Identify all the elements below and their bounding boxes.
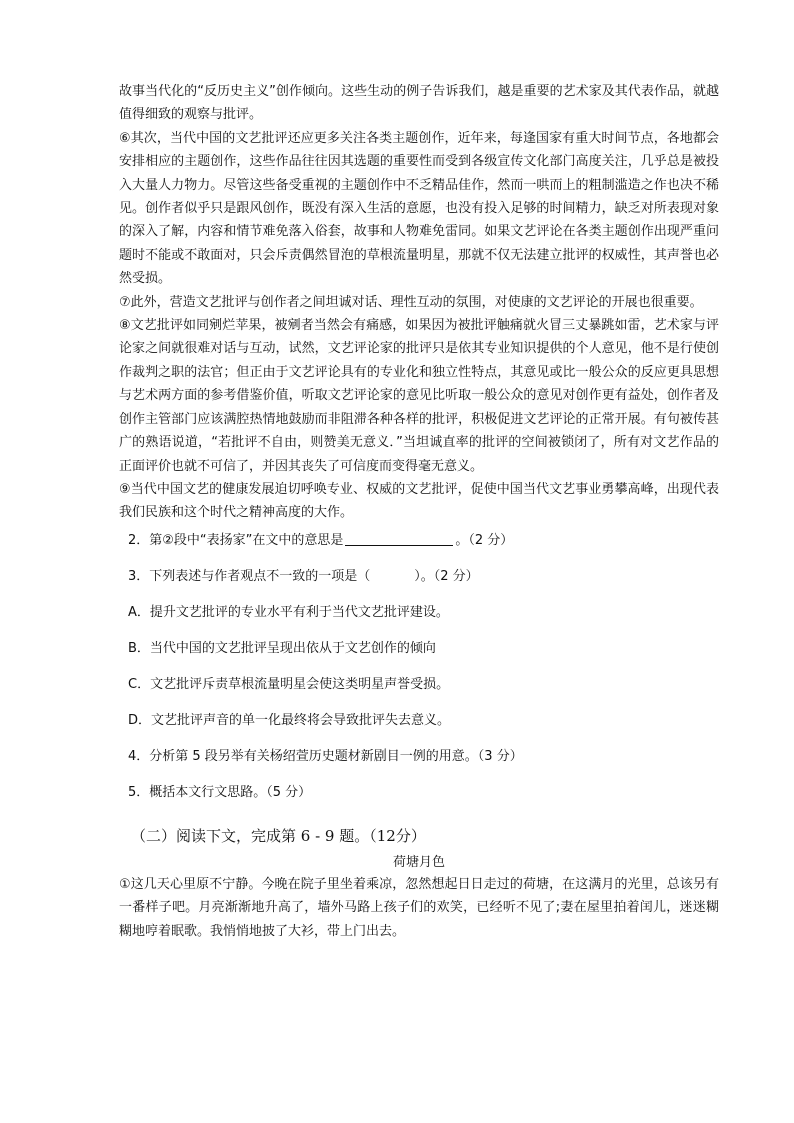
- question-2: [119, 531, 719, 551]
- option-b: B．当代中国的文艺批评呈现出依从于文艺创作的倾向: [128, 640, 436, 656]
- question-3-text: 3．下列表述与作者观点不一致的一项是（: [128, 568, 371, 584]
- question-4: 4．分析第 5 段另举有关杨绍萱历史题材新剧目一例的用意。（3 分）: [128, 748, 523, 764]
- option-a: A．提升文艺批评的专业水平有利于当代文艺批评建设。: [128, 604, 449, 620]
- passage-paragraph-1: ①这几天心里原不宁静。今晚在院子里坐着乘凉，忽然想起日日走过的荷塘，在这满月的光里，总该另有一番样子吧。月亮渐渐地升高了，墙外马路上孩子们的欢笑，已经听不见了;妻在屋里拍着闰儿，迷迷糊糊地哼着眠歌。我悄悄地披了大衫，带上门出去。: [119, 876, 719, 939]
- option-d: D．文艺批评声音的单一化最终将会导致批评失去意义。: [128, 712, 451, 728]
- question-3-score: ）。（2 分）: [414, 568, 479, 584]
- option-c: C．文艺批评斥责草根流量明星会使这类明星声誉受损。: [128, 676, 450, 692]
- question-2-text: 2．第②段中“表扬家”在文中的意思是: [128, 532, 344, 548]
- paragraph-8: ⑧文艺批评如同剜烂苹果，被剜者当然会有痛感，如果因为被批评触痛就火冒三丈暴跳如雷，艺术家与评论家之间就很难对话与互动，试然，文艺评论家的批评只是依其专业知识提供的个人意见，他不是行使创作裁判之职的法官；但正由于文艺评论具有的专业化和独立性特点，其意见或比一般公众的反应更具思想与艺术两方面的参考借鉴价值，听取文艺评论家的意见比听取一般公众的意见对创作更有益处，创作者及创作主管部门应该满腔热情地鼓励而非阻滞各种各样的批评，积极促进文艺评论的正常开展。有句被传甚广的熟语说道，“若批评不自由，则赞美无意义．”当坦诚直率的批评的空间被锁闭了，所有对文艺作品的正面评价也就不可信了，并因其丧失了可信度而变得毫无意义。: [119, 318, 719, 474]
- paragraph-5-tail: 故事当代化的“反历史主义”创作倾向。这些生动的例子告诉我们，越是重要的艺术家及其代表作品，就越值得细致的观察与批评。: [119, 84, 719, 123]
- paragraph-7: ⑦此外，营造文艺批评与创作者之间坦诚对话、理性互动的氛围，对使康的文艺评论的开展也很重要。: [119, 294, 703, 310]
- question-2-score: 。（2 分）: [455, 532, 514, 548]
- question-5: 5．概括本文行文思路。（5 分）: [128, 784, 312, 800]
- answer-blank[interactable]: [345, 532, 453, 546]
- paragraph-6: ⑥其次，当代中国的文艺批评还应更多关注各类主题创作，近年来，每逢国家有重大时间节点，各地都会安排相应的主题创作，这些作品往往因其选题的重要性而受到各级宣传文化部门高度关注，几乎总是被投入大量人力物力。尽管这些备受重视的主题创作中不乏精品佳作，然而一哄而上的粗制滥造之作也决不稀见。创作者似乎只是跟风创作，既没有深入生活的意愿，也没有投入足够的时间精力，缺乏对所表现对象的深入了解，内容和情节难免落入俗套，故事和人物难免雷同。如果文艺评论在各类主题创作出现严重问题时不能或不敢面对，只会斥责偶然冒泡的草根流量明星，那就不仅无法建立批评的权威性，其声誉也必然受损。: [119, 130, 719, 287]
- question-3: [119, 567, 719, 587]
- passage-title: 荷塘月色: [392, 854, 445, 870]
- section-heading: （二）阅读下文，完成第 6 - 9 题。（12分）: [131, 826, 426, 845]
- document-page: [119, 80, 719, 943]
- paragraph-9: ⑨当代中国文艺的健康发展迫切呼唤专业、权威的文艺批评，促使中国当代文艺事业勇攀高峰，出现代表我们民族和这个时代之精神高度的大作。: [119, 481, 719, 521]
